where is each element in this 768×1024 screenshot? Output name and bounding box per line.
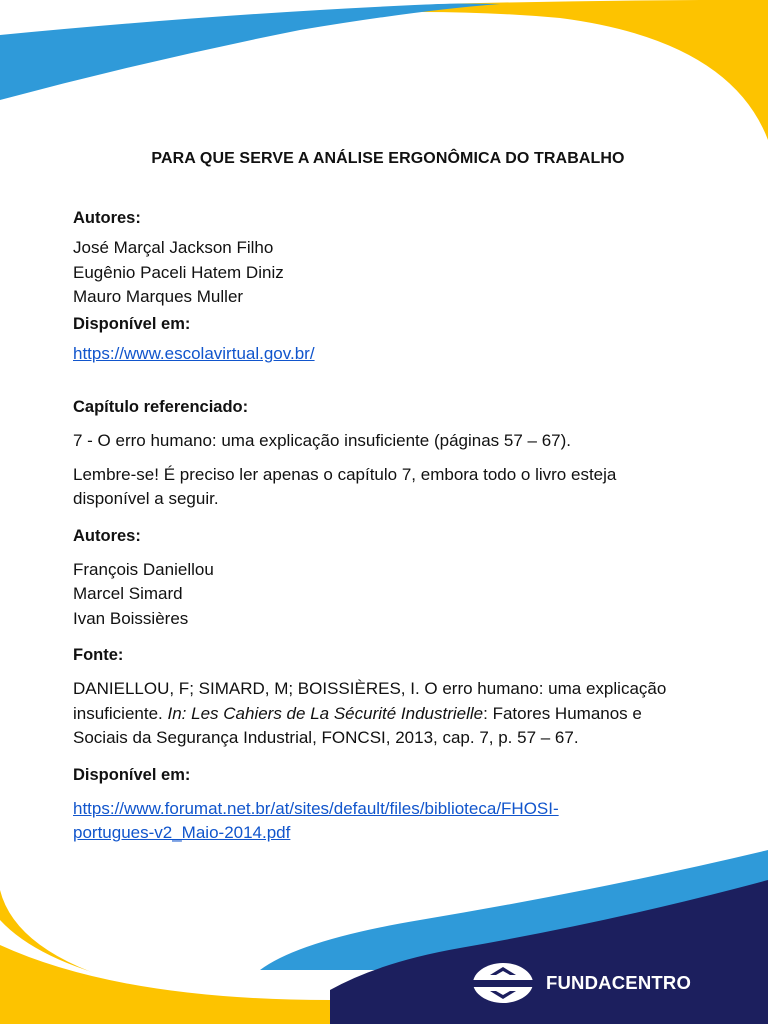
note-line: Lembre-se! É preciso ler apenas o capítulo 7, embora todo o livro esteja xyxy=(73,464,617,484)
author-name: José Marçal Jackson Filho xyxy=(73,238,274,257)
document-body xyxy=(73,150,703,846)
authors-label: Autores: xyxy=(73,526,141,545)
fundacentro-logo xyxy=(470,961,691,1005)
document-title: PARA QUE SERVE A ANÁLISE ERGONÔMICA DO TRABALHO xyxy=(151,150,625,167)
link-line[interactable]: https://www.forumat.net.br/at/sites/default/files/biblioteca/FHOSI- xyxy=(73,798,559,818)
citation-journal: In: Les Cahiers de La Sécurité Industrielle xyxy=(167,703,484,723)
note-line: disponível a seguir. xyxy=(73,489,219,508)
chapter-label: Capítulo referenciado: xyxy=(73,398,249,416)
available-label: Disponível em: xyxy=(73,314,191,333)
source-label: Fonte: xyxy=(73,646,124,664)
top-decoration xyxy=(0,0,768,140)
author-name: François Daniellou xyxy=(73,559,214,579)
author-name: Marcel Simard xyxy=(73,584,183,603)
citation-text: : Fatores Humanos e xyxy=(483,703,642,723)
fundacentro-logo-icon xyxy=(470,961,536,1005)
logo-text: FUNDACENTRO xyxy=(546,972,692,993)
author-name: Ivan Boissières xyxy=(73,608,189,628)
available-label: Disponível em: xyxy=(73,765,191,784)
citation-line: Sociais da Segurança Industrial, FONCSI, 2013, cap. 7, p. 57 – 67. xyxy=(73,728,579,747)
citation-text: insuficiente. xyxy=(73,703,168,723)
escolavirtual-link[interactable]: https://www.escolavirtual.gov.br/ xyxy=(73,343,315,363)
authors-list xyxy=(73,236,703,310)
chapter-text: 7 - O erro humano: uma explicação insuficiente (páginas 57 – 67). xyxy=(73,431,571,450)
authors-list xyxy=(73,558,703,632)
author-name: Mauro Marques Muller xyxy=(73,287,244,306)
citation-line xyxy=(73,702,703,727)
reading-note xyxy=(73,463,703,512)
citation-line: DANIELLOU, F; SIMARD, M; BOISSIÈRES, I. O erro humano: uma explicação xyxy=(73,679,667,698)
link-line[interactable]: portugues-v2_Maio-2014.pdf xyxy=(73,823,291,842)
authors-label: Autores: xyxy=(73,209,141,227)
forumat-link[interactable] xyxy=(73,797,703,846)
source-citation xyxy=(73,677,703,751)
author-name: Eugênio Paceli Hatem Diniz xyxy=(73,262,284,282)
